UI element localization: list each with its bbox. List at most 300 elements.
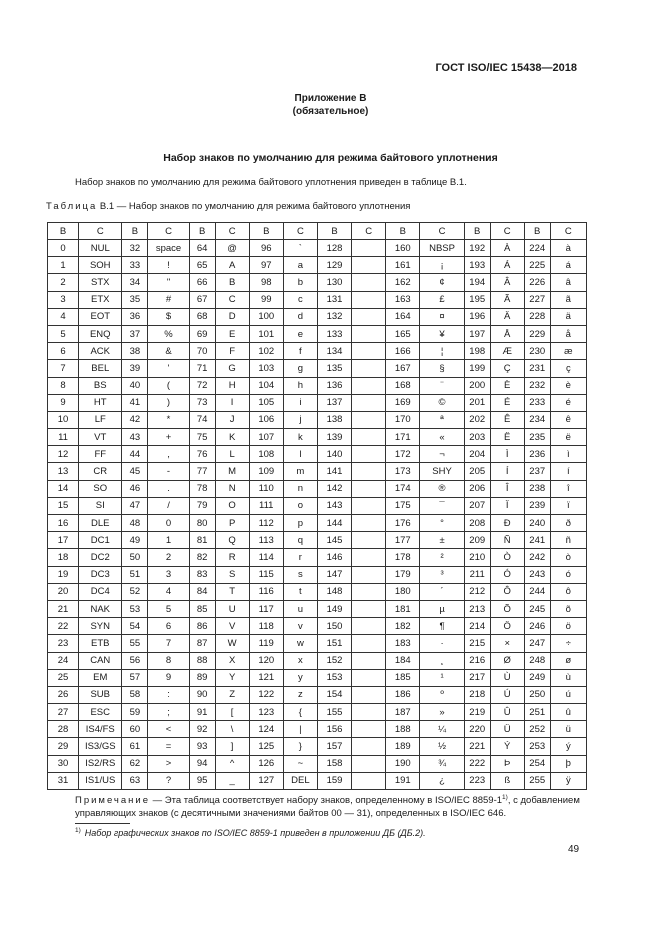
- table-cell: %: [148, 325, 189, 342]
- table-cell: à: [550, 240, 586, 257]
- table-cell: 179: [386, 566, 420, 583]
- table-cell: 154: [317, 686, 351, 703]
- table-cell: 222: [464, 755, 490, 772]
- table-cell: 161: [386, 257, 420, 274]
- table-cell: ETX: [79, 291, 122, 308]
- table-cell: 238: [524, 480, 550, 497]
- table-cell: 63: [122, 772, 148, 789]
- table-row: [48, 721, 587, 738]
- table-cell: 0: [148, 515, 189, 532]
- table-cell: 167: [386, 360, 420, 377]
- table-cell: Ú: [490, 686, 524, 703]
- table-cell: [352, 515, 386, 532]
- document-header: ГОСТ ISO/IEC 15438—2018: [435, 62, 577, 74]
- table-cell: 25: [48, 669, 79, 686]
- table-cell: ': [148, 360, 189, 377]
- table-cell: 200: [464, 377, 490, 394]
- table-cell: 13: [48, 463, 79, 480]
- table-cell: 156: [317, 721, 351, 738]
- table-cell: 104: [249, 377, 283, 394]
- table-cell: 244: [524, 583, 550, 600]
- table-cell: 31: [48, 772, 79, 789]
- table-cell: 27: [48, 704, 79, 721]
- table-cell: 9: [148, 669, 189, 686]
- table-cell: ¡: [420, 257, 464, 274]
- table-cell: 211: [464, 566, 490, 583]
- table-cell: ¿: [420, 772, 464, 789]
- table-cell: 188: [386, 721, 420, 738]
- table-cell: 186: [386, 686, 420, 703]
- table-cell: §: [420, 360, 464, 377]
- table-caption-label: Таблица: [46, 201, 98, 212]
- table-cell: 20: [48, 583, 79, 600]
- table-cell: p: [283, 515, 317, 532]
- table-cell: 14: [48, 480, 79, 497]
- table-cell: µ: [420, 600, 464, 617]
- table-cell: CR: [79, 463, 122, 480]
- table-row: [48, 240, 587, 257]
- table-row: [48, 600, 587, 617]
- table-cell: b: [283, 274, 317, 291]
- table-cell: 223: [464, 772, 490, 789]
- table-cell: Â: [490, 274, 524, 291]
- table-cell: 69: [189, 325, 215, 342]
- table-cell: 93: [189, 738, 215, 755]
- table-cell: Ç: [490, 360, 524, 377]
- table-cell: IS3/GS: [79, 738, 122, 755]
- table-cell: 102: [249, 343, 283, 360]
- table-header-cell: B: [189, 223, 215, 240]
- table-cell: {: [283, 704, 317, 721]
- table-cell: NAK: [79, 600, 122, 617]
- table-cell: L: [215, 446, 249, 463]
- table-cell: ¥: [420, 325, 464, 342]
- table-cell: 230: [524, 343, 550, 360]
- table-row: [48, 325, 587, 342]
- table-cell: u: [283, 600, 317, 617]
- table-cell: r: [283, 549, 317, 566]
- table-cell: 243: [524, 566, 550, 583]
- table-cell: [352, 566, 386, 583]
- table-cell: EOT: [79, 308, 122, 325]
- table-cell: 213: [464, 600, 490, 617]
- table-cell: 103: [249, 360, 283, 377]
- table-cell: 169: [386, 394, 420, 411]
- table-cell: 76: [189, 446, 215, 463]
- table-cell: 210: [464, 549, 490, 566]
- footnote-marker: 1): [75, 827, 81, 834]
- table-cell: Ð: [490, 515, 524, 532]
- section-title: Набор знаков по умолчанию для режима байтового уплотнения: [163, 152, 498, 164]
- table-cell: 56: [122, 652, 148, 669]
- table-row: [48, 308, 587, 325]
- table-cell: [352, 308, 386, 325]
- table-cell: È: [490, 377, 524, 394]
- table-cell: 204: [464, 446, 490, 463]
- table-cell: 142: [317, 480, 351, 497]
- table-cell: Q: [215, 532, 249, 549]
- table-cell: 39: [122, 360, 148, 377]
- table-cell: 202: [464, 411, 490, 428]
- table-cell: 157: [317, 738, 351, 755]
- table-cell: ù: [550, 669, 586, 686]
- table-cell: 83: [189, 566, 215, 583]
- table-cell: 12: [48, 446, 79, 463]
- table-cell: ô: [550, 583, 586, 600]
- table-cell: 84: [189, 583, 215, 600]
- table-cell: Ï: [490, 497, 524, 514]
- table-cell: CAN: [79, 652, 122, 669]
- table-cell: 155: [317, 704, 351, 721]
- note-text-after-ref: , с добавлением управляющих знаков (с десятичными значениями байтов 00 — 31), определенных в ISO/IEC 646.: [75, 795, 580, 820]
- table-cell: I: [215, 394, 249, 411]
- table-cell: Á: [490, 257, 524, 274]
- table-cell: ê: [550, 411, 586, 428]
- table-cell: 220: [464, 721, 490, 738]
- table-cell: g: [283, 360, 317, 377]
- table-cell: 242: [524, 549, 550, 566]
- table-row: [48, 377, 587, 394]
- table-cell: 28: [48, 721, 79, 738]
- table-header-cell: B: [122, 223, 148, 240]
- table-cell: c: [283, 291, 317, 308]
- table-cell: N: [215, 480, 249, 497]
- table-cell: y: [283, 669, 317, 686]
- table-cell: [352, 618, 386, 635]
- table-cell: ©: [420, 394, 464, 411]
- table-cell: M: [215, 463, 249, 480]
- table-header-cell: C: [215, 223, 249, 240]
- table-cell: 181: [386, 600, 420, 617]
- table-cell: ¹: [420, 669, 464, 686]
- table-cell: [352, 669, 386, 686]
- table-cell: [352, 291, 386, 308]
- table-cell: 184: [386, 652, 420, 669]
- table-cell: 48: [122, 515, 148, 532]
- table-cell: 64: [189, 240, 215, 257]
- page-number: 49: [568, 844, 580, 855]
- table-cell: ~: [283, 755, 317, 772]
- table-cell: SYN: [79, 618, 122, 635]
- table-cell: 65: [189, 257, 215, 274]
- table-cell: *: [148, 411, 189, 428]
- table-cell: Ä: [490, 308, 524, 325]
- table-cell: 86: [189, 618, 215, 635]
- table-cell: 128: [317, 240, 351, 257]
- table-row: [48, 704, 587, 721]
- table-cell: EM: [79, 669, 122, 686]
- table-cell: è: [550, 377, 586, 394]
- table-cell: 129: [317, 257, 351, 274]
- table-cell: 23: [48, 635, 79, 652]
- table-cell: 148: [317, 583, 351, 600]
- table-cell: 57: [122, 669, 148, 686]
- table-header-cell: C: [148, 223, 189, 240]
- table-header-cell: C: [490, 223, 524, 240]
- table-cell: ³: [420, 566, 464, 583]
- table-cell: [352, 360, 386, 377]
- table-cell: ENQ: [79, 325, 122, 342]
- table-cell: [352, 583, 386, 600]
- table-row: [48, 566, 587, 583]
- table-cell: î: [550, 480, 586, 497]
- table-cell: R: [215, 549, 249, 566]
- table-cell: ó: [550, 566, 586, 583]
- table-cell: 225: [524, 257, 550, 274]
- table-cell: ¼: [420, 721, 464, 738]
- table-cell: IS1/US: [79, 772, 122, 789]
- table-cell: 221: [464, 738, 490, 755]
- table-cell: 193: [464, 257, 490, 274]
- table-header-cell: B: [386, 223, 420, 240]
- table-cell: ü: [550, 721, 586, 738]
- table-cell: 199: [464, 360, 490, 377]
- table-cell: 160: [386, 240, 420, 257]
- table-cell: ¤: [420, 308, 464, 325]
- table-cell: d: [283, 308, 317, 325]
- table-cell: 206: [464, 480, 490, 497]
- table-cell: 47: [122, 497, 148, 514]
- table-cell: 36: [122, 308, 148, 325]
- table-cell: 34: [122, 274, 148, 291]
- table-cell: 94: [189, 755, 215, 772]
- table-cell: 201: [464, 394, 490, 411]
- table-cell: U: [215, 600, 249, 617]
- table-cell: 51: [122, 566, 148, 583]
- table-cell: SO: [79, 480, 122, 497]
- table-cell: [352, 240, 386, 257]
- table-header-cell: C: [352, 223, 386, 240]
- table-row: [48, 686, 587, 703]
- table-cell: É: [490, 394, 524, 411]
- table-cell: 24: [48, 652, 79, 669]
- table-cell: NUL: [79, 240, 122, 257]
- table-cell: 164: [386, 308, 420, 325]
- table-cell: â: [550, 274, 586, 291]
- table-cell: a: [283, 257, 317, 274]
- table-cell: [352, 480, 386, 497]
- table-header-row: [48, 223, 587, 240]
- table-cell: 4: [48, 308, 79, 325]
- table-cell: 158: [317, 755, 351, 772]
- table-cell: 147: [317, 566, 351, 583]
- table-cell: [352, 772, 386, 789]
- table-cell: 116: [249, 583, 283, 600]
- table-header-cell: B: [524, 223, 550, 240]
- table-cell: 195: [464, 291, 490, 308]
- table-cell: T: [215, 583, 249, 600]
- table-cell: DC4: [79, 583, 122, 600]
- table-cell: 248: [524, 652, 550, 669]
- table-cell: 143: [317, 497, 351, 514]
- table-note: [75, 791, 595, 820]
- table-row: [48, 394, 587, 411]
- table-body: [48, 240, 587, 790]
- table-cell: 209: [464, 532, 490, 549]
- table-cell: (: [148, 377, 189, 394]
- table-cell: 6: [148, 618, 189, 635]
- table-cell: 11: [48, 429, 79, 446]
- table-cell: 149: [317, 600, 351, 617]
- table-cell: 237: [524, 463, 550, 480]
- table-cell: 255: [524, 772, 550, 789]
- table-cell: 131: [317, 291, 351, 308]
- table-cell: Ö: [490, 618, 524, 635]
- table-cell: O: [215, 497, 249, 514]
- table-header-cell: B: [317, 223, 351, 240]
- table-caption: [46, 201, 410, 212]
- table-cell: STX: [79, 274, 122, 291]
- table-cell: ß: [490, 772, 524, 789]
- table-cell: 117: [249, 600, 283, 617]
- table-cell: 133: [317, 325, 351, 342]
- table-row: [48, 480, 587, 497]
- table-cell: í: [550, 463, 586, 480]
- table-cell: 241: [524, 532, 550, 549]
- table-cell: SUB: [79, 686, 122, 703]
- table-cell: DC1: [79, 532, 122, 549]
- table-cell: :: [148, 686, 189, 703]
- table-cell: 205: [464, 463, 490, 480]
- table-cell: W: [215, 635, 249, 652]
- table-cell: 245: [524, 600, 550, 617]
- table-cell: k: [283, 429, 317, 446]
- table-cell: 101: [249, 325, 283, 342]
- table-cell: 91: [189, 704, 215, 721]
- table-cell: [352, 446, 386, 463]
- table-cell: 90: [189, 686, 215, 703]
- table-cell: t: [283, 583, 317, 600]
- table-cell: 215: [464, 635, 490, 652]
- table-cell: ï: [550, 497, 586, 514]
- table-cell: [352, 411, 386, 428]
- table-cell: 228: [524, 308, 550, 325]
- table-cell: 88: [189, 652, 215, 669]
- table-cell: w: [283, 635, 317, 652]
- table-header-cell: C: [550, 223, 586, 240]
- table-cell: ACK: [79, 343, 122, 360]
- table-cell: 208: [464, 515, 490, 532]
- table-cell: E: [215, 325, 249, 342]
- table-cell: 30: [48, 755, 79, 772]
- table-cell: ì: [550, 446, 586, 463]
- table-cell: j: [283, 411, 317, 428]
- table-cell: @: [215, 240, 249, 257]
- table-cell: Ñ: [490, 532, 524, 549]
- table-cell: 250: [524, 686, 550, 703]
- table-cell: ESC: [79, 704, 122, 721]
- table-cell: 19: [48, 566, 79, 583]
- table-cell: 96: [249, 240, 283, 257]
- table-cell: [352, 686, 386, 703]
- charset-table: [47, 222, 587, 790]
- table-cell: 234: [524, 411, 550, 428]
- table-header-cell: B: [249, 223, 283, 240]
- table-cell: [352, 429, 386, 446]
- table-cell: Ó: [490, 566, 524, 583]
- table-cell: 178: [386, 549, 420, 566]
- table-cell: 176: [386, 515, 420, 532]
- table-cell: !: [148, 257, 189, 274]
- table-cell: 174: [386, 480, 420, 497]
- table-cell: À: [490, 240, 524, 257]
- table-cell: [352, 394, 386, 411]
- table-cell: 38: [122, 343, 148, 360]
- table-cell: 43: [122, 429, 148, 446]
- table-cell: 37: [122, 325, 148, 342]
- table-cell: z: [283, 686, 317, 703]
- table-cell: ²: [420, 549, 464, 566]
- table-cell: ¶: [420, 618, 464, 635]
- table-cell: Ý: [490, 738, 524, 755]
- table-cell: 98: [249, 274, 283, 291]
- table-cell: 61: [122, 738, 148, 755]
- table-header-cell: C: [79, 223, 122, 240]
- table-cell: 165: [386, 325, 420, 342]
- table-cell: 151: [317, 635, 351, 652]
- table-row: [48, 411, 587, 428]
- table-cell: 145: [317, 532, 351, 549]
- table-row: [48, 497, 587, 514]
- table-cell: 7: [148, 635, 189, 652]
- table-cell: H: [215, 377, 249, 394]
- table-cell: 108: [249, 446, 283, 463]
- table-cell: NBSP: [420, 240, 464, 257]
- table-cell: 58: [122, 686, 148, 703]
- table-cell: 249: [524, 669, 550, 686]
- table-cell: 60: [122, 721, 148, 738]
- table-cell: 123: [249, 704, 283, 721]
- table-cell: 189: [386, 738, 420, 755]
- table-cell: _: [215, 772, 249, 789]
- table-header-cell: C: [283, 223, 317, 240]
- table-cell: S: [215, 566, 249, 583]
- table-cell: Ô: [490, 583, 524, 600]
- table-cell: 198: [464, 343, 490, 360]
- table-cell: 115: [249, 566, 283, 583]
- table-cell: 17: [48, 532, 79, 549]
- table-cell: $: [148, 308, 189, 325]
- table-cell: [352, 497, 386, 514]
- table-cell: æ: [550, 343, 586, 360]
- table-cell: 121: [249, 669, 283, 686]
- table-cell: 8: [48, 377, 79, 394]
- table-cell: h: [283, 377, 317, 394]
- table-cell: space: [148, 240, 189, 257]
- table-row: [48, 532, 587, 549]
- table-cell: 191: [386, 772, 420, 789]
- table-cell: IS2/RS: [79, 755, 122, 772]
- table-row: [48, 360, 587, 377]
- table-cell: 105: [249, 394, 283, 411]
- table-cell: 78: [189, 480, 215, 497]
- table-cell: [352, 463, 386, 480]
- table-cell: q: [283, 532, 317, 549]
- table-cell: 49: [122, 532, 148, 549]
- table-row: [48, 463, 587, 480]
- table-cell: .: [148, 480, 189, 497]
- table-cell: 52: [122, 583, 148, 600]
- annex-title: Приложение В: [294, 93, 367, 104]
- table-row: [48, 583, 587, 600]
- table-cell: Ë: [490, 429, 524, 446]
- table-cell: 175: [386, 497, 420, 514]
- table-cell: 0: [48, 240, 79, 257]
- table-cell: BS: [79, 377, 122, 394]
- table-cell: ^: [215, 755, 249, 772]
- table-cell: 109: [249, 463, 283, 480]
- table-cell: 130: [317, 274, 351, 291]
